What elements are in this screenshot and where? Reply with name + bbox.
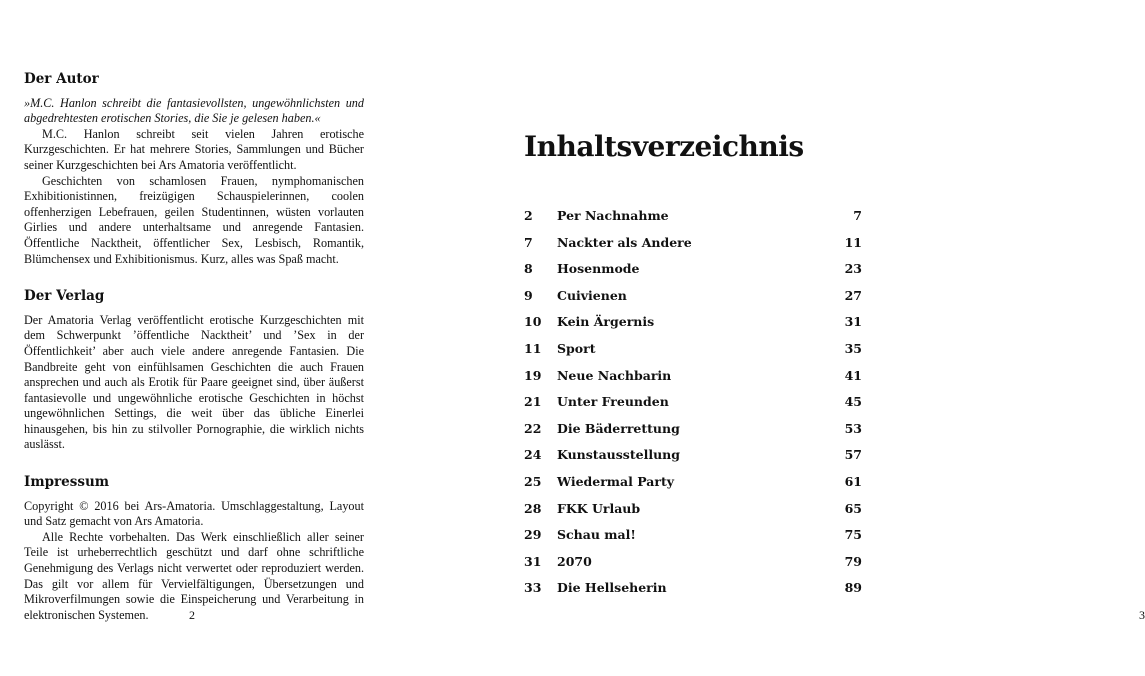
toc-left-number: 11 [524,340,542,356]
toc-entry[interactable] [524,288,862,315]
toc-page-number: 53 [844,420,862,436]
toc-left-number: 33 [524,580,542,596]
toc-left-number: 10 [524,314,542,330]
toc-left-number: 2 [524,208,533,223]
toc-left-number: 22 [524,420,542,436]
toc-page-number: 57 [844,447,862,463]
toc-entry-title: Unter Freunden [557,394,669,410]
toc-left-number: 29 [524,527,542,543]
section-heading: Impressum [24,474,110,491]
toc-entry-title: Kunstausstellung [557,447,680,463]
toc-entry-title: Die Bäderrettung [557,420,680,436]
toc-page-number: 11 [844,234,862,250]
author-paragraph: M.C. Hanlon schreibt seit vielen Jahren erotische Kurzgeschichten. Er hat mehrere Stories, Sammlungen und Bücher seiner Kurzgeschichten bei Ars Amatoria veröffentlicht. [24,126,364,172]
toc-entry[interactable] [524,261,862,288]
toc-entry[interactable] [524,394,862,421]
page-number: 2 [189,608,195,622]
toc-page-number: 75 [844,527,862,543]
toc-entry-title: Die Hellseherin [557,580,667,596]
section-imprint [24,475,364,623]
section-author [24,72,364,267]
toc-entry-title: Wiedermal Party [557,473,675,489]
toc-entry[interactable] [524,527,862,554]
toc-entry-title: Neue Nachbarin [557,367,672,383]
toc-left-number: 31 [524,553,542,569]
toc-entry[interactable] [524,314,862,341]
author-quote: »M.C. Hanlon schreibt die fantasievollsten, ungewöhnlichsten und abgedrehtesten erotischen Stories, die Sie je gelesen haben.« [24,95,364,126]
toc-entry-title: Per Nachnahme [557,208,669,223]
toc-title: Inhaltsverzeichnis [524,130,804,163]
publisher-paragraph: Der Amatoria Verlag veröffentlicht erotische Kurzgeschichten mit dem Schwerpunkt ’öffentliche Nacktheit’ und ’Sex in der Öffentlichkeit’ aber auch viele andere anregende Fantasien. Die Bandbreite geht von einfühlsamen Geschichten die auch Frauen ansprechen und auch als Erotik für Paare geeignet sind, über äußerst fantasievolle und ungewöhnliche erotische Geschichten in höchst ungewöhnlichen Settings, die weit über das übliche Einerlei hinausgehen, bis hin zu stilvoller Pornographie, die wirklich nichts auslässt. [24,312,364,452]
toc-left-number: 8 [524,261,533,277]
toc-entry[interactable] [524,341,862,368]
left-page [0,0,450,676]
imprint-paragraph: Copyright © 2016 bei Ars-Amatoria. Umschlaggestaltung, Layout und Satz gemacht von Ars Amatoria. [24,498,364,529]
toc-left-number: 19 [524,367,542,383]
toc-entry[interactable] [524,235,862,262]
toc-left-number: 21 [524,394,542,410]
right-page [450,0,1145,676]
toc-page-number: 65 [844,500,862,516]
toc-entry[interactable] [524,474,862,501]
toc-list [524,208,862,607]
toc-entry-title: Nackter als Andere [557,234,692,250]
toc-left-number: 7 [524,234,533,250]
toc-entry[interactable] [524,421,862,448]
toc-left-number: 9 [524,287,533,303]
toc-page-number: 41 [844,367,862,383]
left-column [24,72,364,645]
toc-left-number: 25 [524,473,542,489]
toc-entry-title: Sport [557,340,596,356]
section-heading: Der Verlag [24,288,105,305]
toc-entry-title: FKK Urlaub [557,500,641,516]
toc-entry-title: Cuivienen [557,287,627,303]
section-publisher [24,289,364,453]
toc-entry[interactable] [524,554,862,581]
toc-left-number: 28 [524,500,542,516]
toc-entry-title: Kein Ärgernis [557,314,655,330]
toc-entry-title: Schau mal! [557,527,636,543]
toc-entry[interactable] [524,501,862,528]
toc-entry[interactable] [524,208,862,235]
toc-page-number: 89 [844,580,862,596]
toc-entry[interactable] [524,580,862,607]
toc-entry[interactable] [524,368,862,395]
section-heading: Der Autor [24,71,99,87]
toc-entry-title: 2070 [557,553,592,569]
toc-page-number: 79 [844,553,862,569]
toc-page-number: 27 [844,287,862,303]
toc-page-number: 61 [844,473,862,489]
toc-page-number: 23 [844,261,862,277]
toc-entry[interactable] [524,447,862,474]
author-paragraph: Geschichten von schamlosen Frauen, nymphomanischen Exhibitionistinnen, freizügigen Schauspielerinnen, coolen offenherzigen Lebefrauen, geilen Studentinnen, wüsten vorlauten Girlies und andere unterhaltsame und anregende Fantasien. Öffentliche Nacktheit, öffentlicher Sex, Lesbisch, Romantik, Blümchensex und Exhibitionismus. Kurz, alles was Spaß macht. [24,173,364,266]
toc-page-number: 31 [844,314,862,330]
toc-page-number: 35 [844,340,862,356]
toc-entry-title: Hosenmode [557,261,640,277]
toc-page-number: 45 [844,394,862,410]
toc-left-number: 24 [524,447,542,463]
toc-page-number: 7 [853,208,862,223]
imprint-paragraph: Alle Rechte vorbehalten. Das Werk einschließlich aller seiner Teile ist urheberrechtlich geschützt und darf ohne schriftliche Genehmigung des Verlags nicht verwertet oder reproduziert werden. Das gilt vor allem für Vervielfältigungen, Übersetzungen und Mikroverfilmungen sowie die Einspeicherung und Verarbeitung in elektronischen Systemen. [24,529,364,622]
page-number: 3 [1139,608,1145,622]
